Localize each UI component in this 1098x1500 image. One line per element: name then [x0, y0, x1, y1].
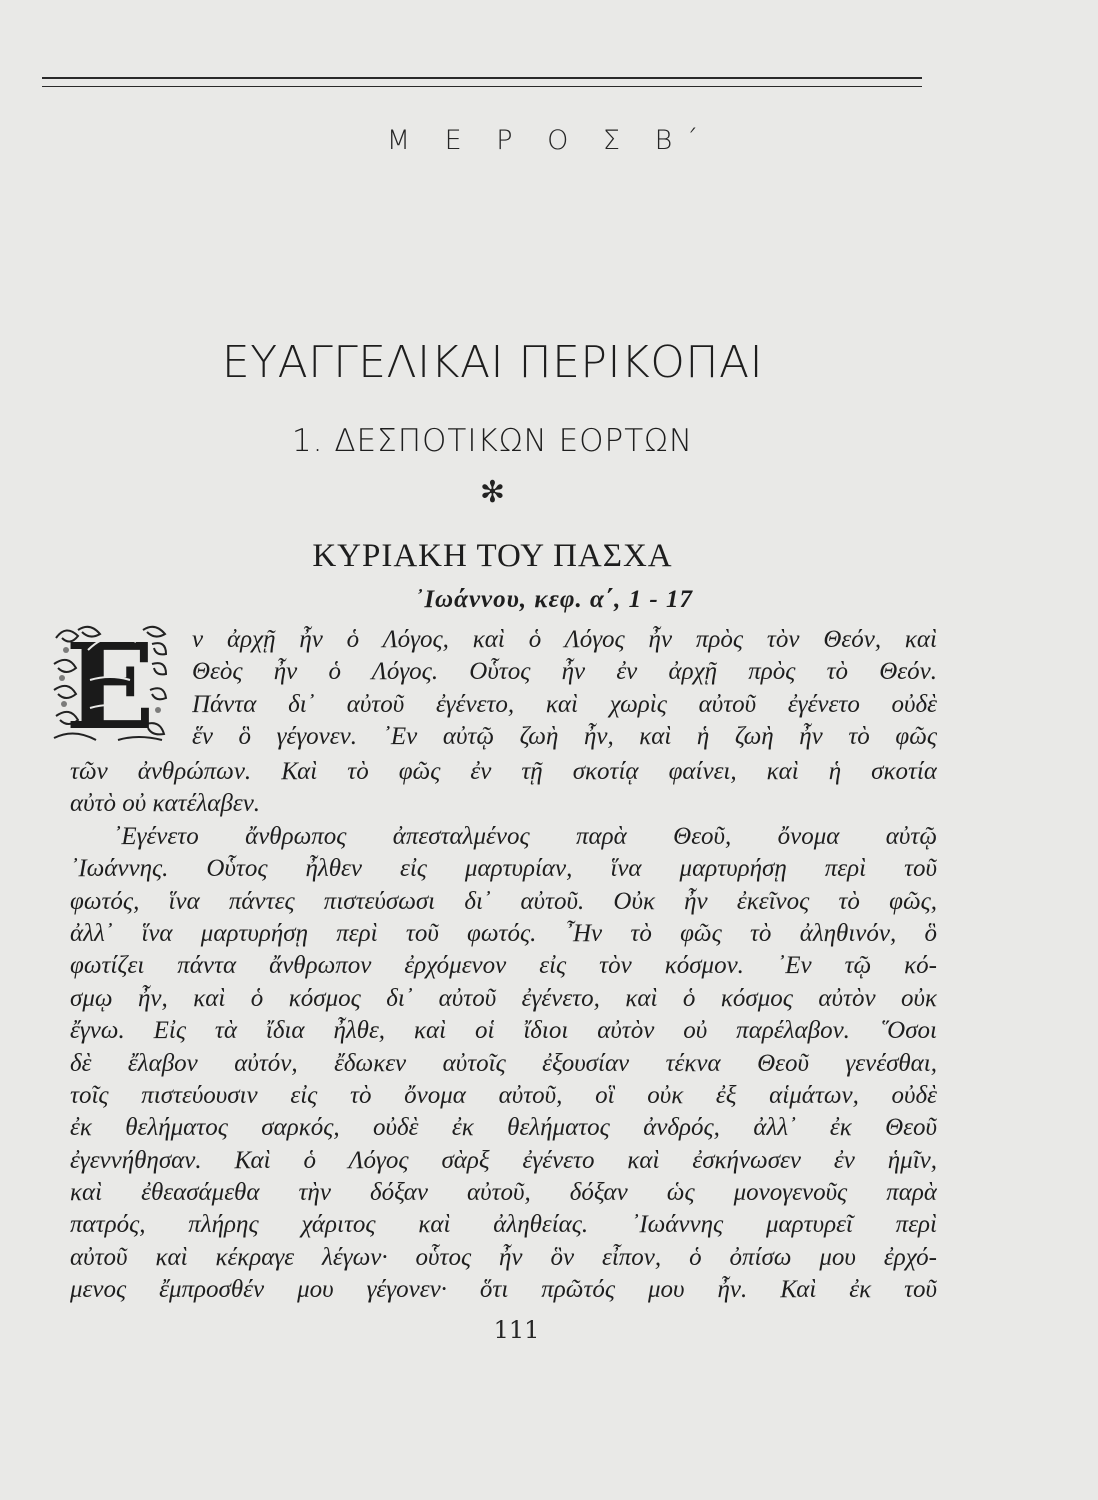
top-rule-thin — [42, 86, 922, 87]
text-line: ἀλλ᾿ ἵνα μαρτυρήσῃ περὶ τοῦ φωτός. ῏Ην τὸ φῶς τὸ ἀληθινόν, ὃ — [70, 919, 937, 947]
drop-cap-letter: Ε — [65, 620, 155, 748]
text-line: ν ἀρχῇ ἦν ὁ Λόγος, καὶ ὁ Λόγος ἦν πρὸς τὸν Θεόν, καὶ — [192, 626, 937, 653]
reading-reference: ᾿Ιωάννου, κεφ. α΄, 1 - 17 — [415, 586, 694, 613]
text-line: τοῖς πιστεύουσιν εἰς τὸ ὄνομα αὐτοῦ, οἳ οὐκ ἐξ αἱμάτων, οὐδὲ — [70, 1081, 937, 1109]
page-number: 111 — [493, 1316, 540, 1344]
text-line: ἕν ὃ γέγονεν. ᾿Εν αὐτῷ ζωὴ ἦν, καὶ ἡ ζωὴ ἦν τὸ φῶς — [192, 723, 937, 751]
part-heading: Μ Ε Ρ Ο Σ Β΄ — [386, 125, 712, 156]
reading-title: ΚΥΡΙΑΚΗ ΤΟΥ ΠΑΣΧΑ — [312, 538, 673, 574]
top-rule-thick — [42, 77, 922, 79]
paragraph-1-indented — [192, 624, 937, 754]
section-title: 1. ΔΕΣΠΟΤΙΚΩΝ ΕΟΡΤΩΝ — [291, 423, 694, 459]
text-line: Πάντα δι᾿ αὐτοῦ ἐγένετο, καὶ χωρὶς αὐτοῦ ἐγένετο οὐδὲ — [192, 690, 937, 718]
ornamental-drop-cap — [48, 620, 173, 748]
text-line: δὲ ἔλαβον αὐτόν, ἔδωκεν αὐτοῖς ἐξουσίαν τέκνα Θεοῦ γενέσθαι, — [70, 1049, 937, 1077]
text-line: μενος ἔμπροσθέν μου γέγονεν· ὅτι πρῶτός μου ἦν. Καὶ ἐκ τοῦ — [70, 1276, 937, 1304]
main-title: ΕΥΑΓΓΕΛΙΚΑΙ ΠΕΡΙΚΟΠΑΙ — [221, 337, 764, 388]
text-line: ἔγνω. Εἰς τὰ ἴδια ἦλθε, καὶ οἱ ἴδιοι αὐτὸν οὐ παρέλαβον. ῞Οσοι — [70, 1017, 937, 1045]
text-line: αὐτοῦ καὶ κέκραγε λέγων· οὗτος ἦν ὃν εἶπον, ὁ ὀπίσω μου ἐρχό- — [70, 1243, 937, 1271]
text-line: καὶ ἐθεασάμεθα τὴν δόξαν αὐτοῦ, δόξαν ὡς μονογενοῦς παρὰ — [70, 1179, 937, 1207]
text-line: φωτός, ἵνα πάντες πιστεύσωσι δι᾿ αὐτοῦ. Οὐκ ἦν ἐκεῖνος τὸ φῶς, — [70, 887, 937, 915]
text-line: ἐκ θελήματος σαρκός, οὐδὲ ἐκ θελήματος ἀνδρός, ἀλλ᾿ ἐκ Θεοῦ — [70, 1114, 937, 1142]
text-line: Θεὸς ἦν ὁ Λόγος. Οὗτος ἦν ἐν ἀρχῇ πρὸς τὸ Θεόν. — [192, 658, 937, 686]
body-text — [70, 756, 937, 1307]
text-line: σμῳ ἦν, καὶ ὁ κόσμος δι᾿ αὐτοῦ ἐγένετο, καὶ ὁ κόσμος αὐτὸν οὐκ — [70, 984, 937, 1012]
text-line: πατρός, πλήρης χάριτος καὶ ἀληθείας. ᾿Ιωάννης μαρτυρεῖ περὶ — [70, 1211, 937, 1239]
text-line: ᾿Εγένετο ἄνθρωπος ἀπεσταλμένος παρὰ Θεοῦ, ὄνομα αὐτῷ — [113, 822, 937, 850]
text-line: φωτίζει πάντα ἄνθρωπον ἐρχόμενον εἰς τὸν κόσμον. ᾿Εν τῷ κό- — [70, 952, 937, 980]
text-line: ἐγεννήθησαν. Καὶ ὁ Λόγος σὰρξ ἐγένετο καὶ ἐσκήνωσεν ἐν ἡμῖν, — [70, 1146, 937, 1174]
text-line: τῶν ἀνθρώπων. Καὶ τὸ φῶς ἐν τῇ σκοτίᾳ φαίνει, καὶ ἡ σκοτία — [70, 758, 937, 785]
asterisk-ornament: ✻ — [479, 475, 506, 510]
text-line: αὐτὸ οὐ κατέλαβεν. — [70, 790, 261, 818]
text-line: ᾿Ιωάννης. Οὗτος ἦλθεν εἰς μαρτυρίαν, ἵνα μαρτυρήσῃ περὶ τοῦ — [70, 855, 937, 883]
